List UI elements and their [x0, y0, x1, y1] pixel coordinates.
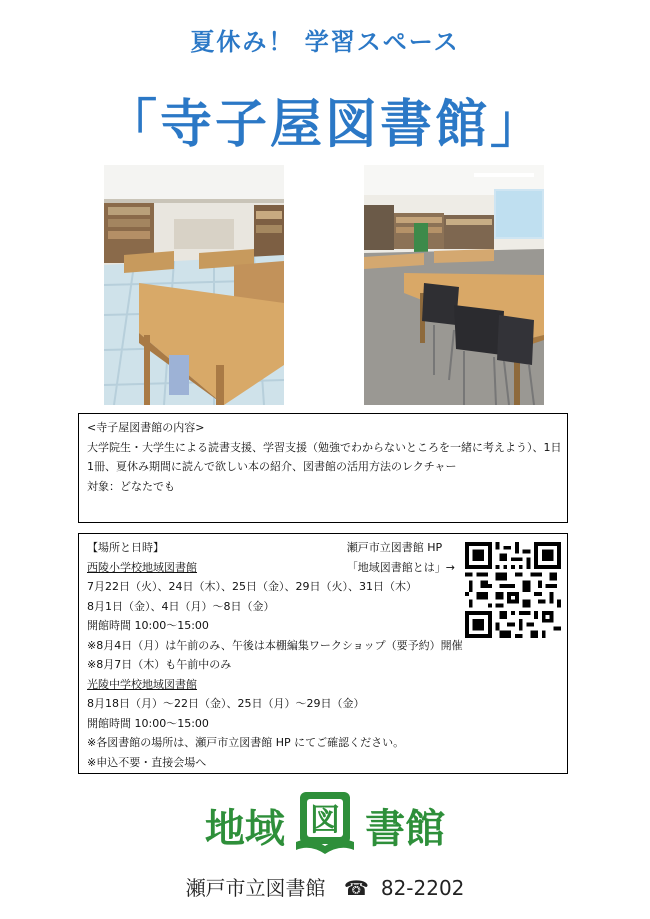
- info-heading: 【場所と日時】: [87, 541, 164, 554]
- phone-icon: ☎: [343, 876, 369, 900]
- school1-hours: 開館時間 10:00～15:00: [87, 619, 209, 632]
- logo-text-right: 書館: [365, 805, 446, 852]
- library-photo-right: [364, 165, 544, 405]
- school1-dates-b: 8月1日（金）、4日（月）～8日（金）: [87, 599, 275, 613]
- hp-link-text[interactable]: 「地域図書館とは」→: [346, 560, 455, 574]
- logo-mark-glyph: 図: [310, 803, 340, 838]
- content-target: 対象：どなたでも: [87, 479, 175, 493]
- school2-hours: 開館時間 10:00～15:00: [87, 716, 209, 730]
- phone-number: 82-2202: [380, 876, 465, 900]
- footer-contact: [0, 872, 650, 901]
- note-aug7: ※8月7日（木）も午前中のみ: [87, 658, 232, 671]
- subtitle: 夏休み！ 学習スペース: [190, 28, 460, 56]
- content-line-2: 1冊、夏休み期間に読んで欲しい本の紹介、図書館の活用方法のレクチャー: [87, 460, 457, 473]
- library-name: 瀬戸市立図書館: [185, 876, 326, 900]
- chiiki-toshokan-logo: [0, 790, 650, 860]
- school2-name: 光陵中学校地域図書館: [87, 677, 197, 691]
- content-line-1: 大学院生・大学生による読書支援、学習支援（勉強でわからないところを一緒に考えよう）、1日: [87, 440, 562, 454]
- book-logo-icon: [294, 790, 356, 860]
- hp-reference: [347, 538, 455, 577]
- school1-name: 西陵小学校地域図書館: [87, 560, 197, 574]
- library-photo-left: [104, 165, 284, 405]
- logo-text-left: 地域: [204, 805, 285, 852]
- note-location: ※各図書館の場所は、瀬戸市立図書館 HP にてご確認ください。: [87, 736, 405, 749]
- qr-code[interactable]: [465, 542, 561, 638]
- hp-label: 瀬戸市立図書館 HP: [346, 541, 443, 554]
- page-title: 「寺子屋図書館」: [104, 95, 545, 155]
- school1-dates-a: 7月22日（火）、24日（木）、25日（金）、29日（火）、31日（木）: [87, 580, 417, 593]
- note-no-registration: ※申込不要・直接会場へ: [87, 755, 207, 769]
- info-box: [78, 533, 568, 774]
- content-box: [78, 413, 568, 523]
- content-heading: <寺子屋図書館の内容>: [87, 421, 205, 434]
- school2-dates: 8月18日（月）～22日（金）、25日（月）～29日（金）: [87, 697, 365, 710]
- note-aug4: ※8月4日（月）は午前のみ、午後は本棚編集ワークショップ（要予約）開催: [87, 638, 463, 652]
